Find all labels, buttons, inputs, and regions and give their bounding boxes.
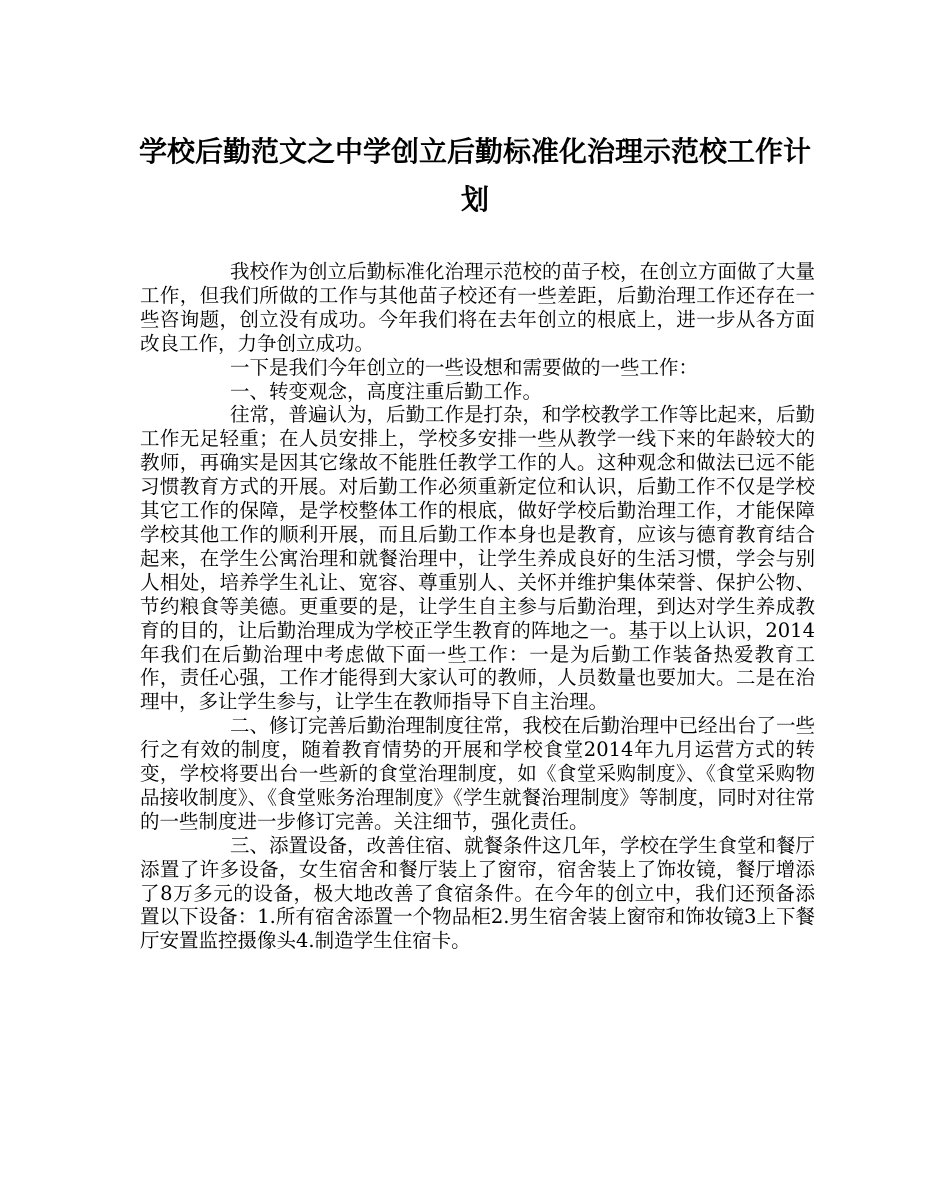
section-heading-1: 一、转变观念，高度注重后勤工作。 [230,379,543,403]
paragraph-plan-lead: 一下是我们今年创立的一些设想和需要做的一些工作： [230,355,699,379]
paragraph-intro: 我校作为创立后勤标准化治理示范校的苗子校，在创立方面做了大量工作，但我们所做的工作与其他苗子校还有一些差距，后勤治理工作还存在一些咨询题，创立没有成功。今年我们将在去年创立的根底上，进一步从各方面改良工作，力争创立成功。 [140,260,816,355]
paragraph-section-1: 往常，普遍认为，后勤工作是打杂，和学校教学工作等比起来，后勤工作无足轻重；在人员安排上，学校多安排一些从教学一线下来的年龄较大的教师，再确实是因其它缘故不能胜任教学工作的人。这种观念和做法已远不能习惯教育方式的开展。对后勤工作必须重新定位和认识，后勤工作不仅是学校其它工作的保障，是学校整体工作的根底，做好学校后勤治理工作，才能保障学校其他工作的顺利开展，而且后勤工作本身也是教育，应该与德育教育结合起来，在学生公寓治理和就餐治理中，让学生养成良好的生活习惯，学会与别人相处，培养学生礼让、宽容、尊重别人、关怀并维护集体荣誉、保护公物、节约粮食等美德。更重要的是，让学生自主参与后勤治理，到达对学生养成教育的目的，让后勤治理成为学校正学生教育的阵地之一。基于以上认识，2014年我们在后勤治理中考虑做下面一些工作：一是为后勤工作装备热爱教育工作，责任心强，工作才能得到大家认可的教师，人员数量也要加大。二是在治理中，多让学生参与，让学生在教师指导下自主治理。 [140,403,816,714]
paragraph-section-2: 二、修订完善后勤治理制度往常，我校在后勤治理中已经出台了一些行之有效的制度，随着教育情势的开展和学校食堂2014年九月运营方式的转变，学校将要出台一些新的食堂治理制度，如《食堂采购制度》、《食堂采购物品接收制度》、《食堂账务治理制度》《学生就餐治理制度》等制度，同时对往常的一些制度进一步修订完善。关注细节，强化责任。 [140,714,816,833]
paragraph-section-3: 三、添置设备，改善住宿、就餐条件这几年，学校在学生食堂和餐厅添置了许多设备，女生宿舍和餐厅装上了窗帘，宿舍装上了饰妆镜，餐厅增添了8万多元的设备，极大地改善了食宿条件。在今年的创立中，我们还预备添置以下设备：1.所有宿舍添置一个物品柜2.男生宿舍装上窗帘和饰妆镜3上下餐厅安置监控摄像头4.制造学生住宿卡。 [140,833,816,953]
document-title: 学校后勤范文之中学创立后勤标准化治理示范校工作计划 [138,135,811,216]
document-body [140,260,815,953]
